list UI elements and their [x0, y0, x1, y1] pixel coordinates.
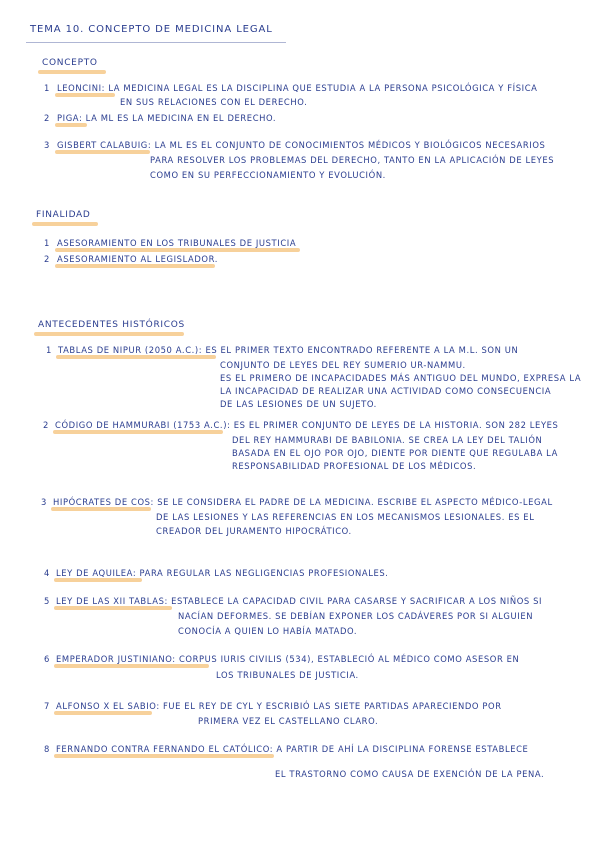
item-number: 4: [44, 568, 50, 578]
title-rule: [26, 42, 286, 43]
antecedentes-item-1-line-3: ES EL PRIMERO DE INCAPACIDADES MÁS ANTIGUO DEL MUNDO, EXPRESA LA: [220, 373, 582, 383]
item-number: 2: [44, 113, 50, 123]
item-number: 1: [44, 238, 50, 248]
page-title: TEMA 10. CONCEPTO DE MEDICINA LEGAL: [30, 24, 273, 35]
highlight: [55, 248, 300, 252]
finalidad-item-1-line-1: ASESORAMIENTO EN LOS TRIBUNALES DE JUSTICIA: [57, 238, 297, 248]
highlight: [54, 664, 209, 668]
highlight: [55, 150, 150, 154]
antecedentes-item-5-line-3: CONOCÍA A QUIEN LO HABÍA MATADO.: [178, 626, 358, 636]
concepto-item-3-line-3: COMO EN SU PERFECCIONAMIENTO Y EVOLUCIÓN.: [150, 170, 386, 180]
antecedentes-item-2-line-4: RESPONSABILIDAD PROFESIONAL DE LOS MÉDICOS.: [232, 461, 477, 471]
antecedentes-item-2-line-2: DEL REY HAMMURABI DE BABILONIA. SE CREA LA LEY DEL TALIÓN: [232, 435, 543, 445]
concepto-item-3-line-2: PARA RESOLVER LOS PROBLEMAS DEL DERECHO, TANTO EN LA APLICACIÓN DE LEYES: [150, 155, 555, 165]
antecedentes-item-3-line-3: CREADOR DEL JURAMENTO HIPOCRÁTICO.: [156, 526, 352, 536]
antecedentes-item-1-line-4: LA INCAPACIDAD DE REALIZAR UNA ACTIVIDAD COMO CONSECUENCIA: [220, 386, 552, 396]
antecedentes-item-1-line-1: TABLAS DE NIPUR (2050 A.C.): ES EL PRIMER TEXTO ENCONTRADO REFERENTE A LA M.L. SON UN: [58, 345, 519, 355]
antecedentes-item-5-line-1: LEY DE LAS XII TABLAS: ESTABLECE LA CAPACIDAD CIVIL PARA CASARSE Y SACRIFICAR A LOS NIÑOS SI: [56, 596, 543, 606]
item-number: 6: [44, 654, 50, 664]
item-number: 1: [44, 83, 50, 93]
highlight: [53, 430, 223, 434]
item-number: 8: [44, 744, 50, 754]
antecedentes-item-1-line-2: CONJUNTO DE LEYES DEL REY SUMERIO UR-NAMMU.: [220, 360, 466, 370]
concepto-item-2-line-1: PIGA: LA ML ES LA MEDICINA EN EL DERECHO.: [57, 113, 277, 123]
highlight: [55, 93, 115, 97]
item-number: 1: [46, 345, 52, 355]
concepto-item-1-line-1: LEONCINI: LA MEDICINA LEGAL ES LA DISCIPLINA QUE ESTUDIA A LA PERSONA PSICOLÓGICA Y FÍSICA: [57, 83, 538, 93]
antecedentes-item-6-line-2: LOS TRIBUNALES DE JUSTICIA.: [216, 670, 359, 680]
antecedentes-item-1-line-5: DE LAS LESIONES DE UN SUJETO.: [220, 399, 377, 409]
section-heading-finalidad: FINALIDAD: [36, 210, 91, 220]
concepto-item-3-line-1: GISBERT CALABUIG: LA ML ES EL CONJUNTO DE CONOCIMIENTOS MÉDICOS Y BIOLÓGICOS NECESARIOS: [57, 140, 546, 150]
highlight: [56, 355, 216, 359]
highlight: [34, 332, 184, 336]
item-number: 2: [43, 420, 49, 430]
finalidad-item-2-line-1: ASESORAMIENTO AL LEGISLADOR.: [57, 254, 218, 264]
antecedentes-item-8-line-2: EL TRASTORNO COMO CAUSA DE EXENCIÓN DE LA PENA.: [275, 769, 545, 779]
highlight: [32, 222, 98, 226]
antecedentes-item-7-line-1: ALFONSO X EL SABIO: FUE EL REY DE CYL Y ESCRIBIÓ LAS SIETE PARTIDAS APARECIENDO POR: [56, 701, 502, 711]
antecedentes-item-5-line-2: NACÍAN DEFORMES. SE DEBÍAN EXPONER LOS CADÁVERES POR SI ALGUIEN: [178, 611, 534, 621]
antecedentes-item-2-line-3: BASADA EN EL OJO POR OJO, DIENTE POR DIENTE QUE REGULABA LA: [232, 448, 558, 458]
antecedentes-item-2-line-1: CÓDIGO DE HAMMURABI (1753 A.C.): ES EL PRIMER CONJUNTO DE LEYES DE LA HISTORIA. SON 282 LEYES: [55, 420, 559, 430]
highlight: [54, 578, 142, 582]
antecedentes-item-7-line-2: PRIMERA VEZ EL CASTELLANO CLARO.: [198, 716, 379, 726]
section-heading-concepto: CONCEPTO: [42, 58, 98, 68]
antecedentes-item-6-line-1: EMPERADOR JUSTINIANO: CORPUS IURIS CIVILIS (534), ESTABLECIÓ AL MÉDICO COMO ASESOR EN: [56, 654, 520, 664]
antecedentes-item-3-line-2: DE LAS LESIONES Y LAS REFERENCIAS EN LOS MECANISMOS LESIONALES. ES EL: [156, 512, 535, 522]
highlight: [54, 754, 274, 758]
highlight: [55, 264, 215, 268]
highlight: [51, 507, 151, 511]
highlight: [38, 70, 106, 74]
highlight: [54, 606, 172, 610]
highlight: [55, 123, 87, 127]
item-number: 3: [41, 497, 47, 507]
antecedentes-item-3-line-1: HIPÓCRATES DE COS: SE LE CONSIDERA EL PADRE DE LA MEDICINA. ESCRIBE EL ASPECTO MÉDICO-LEGAL: [53, 497, 553, 507]
antecedentes-item-4-line-1: LEY DE AQUILEA: PARA REGULAR LAS NEGLIGENCIAS PROFESIONALES.: [56, 568, 389, 578]
antecedentes-item-8-line-1: FERNANDO CONTRA FERNANDO EL CATÓLICO: A PARTIR DE AHÍ LA DISCIPLINA FORENSE ESTABLECE: [56, 744, 529, 754]
section-heading-antecedentes: ANTECEDENTES HISTÓRICOS: [38, 320, 185, 330]
highlight: [54, 711, 152, 715]
item-number: 5: [44, 596, 50, 606]
item-number: 3: [44, 140, 50, 150]
concepto-item-1-line-2: EN SUS RELACIONES CON EL DERECHO.: [120, 97, 308, 107]
item-number: 2: [44, 254, 50, 264]
item-number: 7: [44, 701, 50, 711]
